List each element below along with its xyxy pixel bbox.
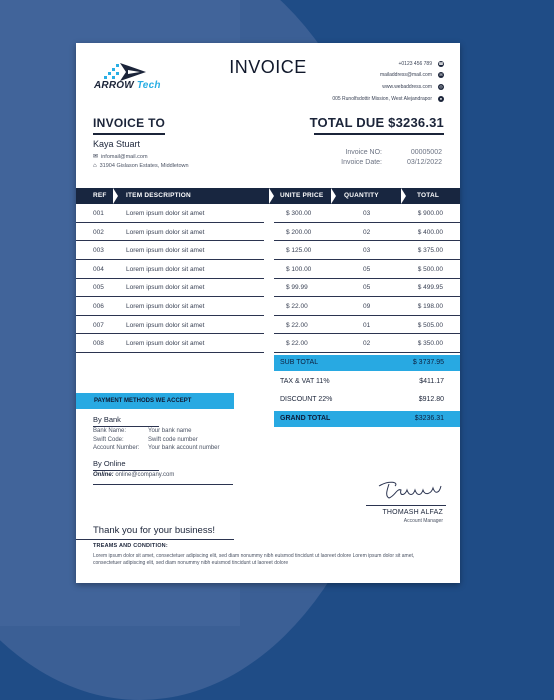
client-email: ✉ infomail@mail.com xyxy=(93,153,148,160)
header-description: ITEM DESCRIPTION xyxy=(126,192,191,199)
cell-ref: 004 xyxy=(93,265,104,273)
cell-ref: 007 xyxy=(93,321,104,329)
swift-code-row: Swift Code: Swift code number xyxy=(93,436,198,443)
table-row xyxy=(76,241,460,260)
header-total: TOTAL xyxy=(417,192,440,199)
table-row xyxy=(76,316,460,335)
cell-desc: Lorem ipsum dolor sit amet xyxy=(126,284,205,292)
table-row xyxy=(76,297,460,316)
signer-role: Account Manager xyxy=(403,518,443,524)
cell-price: $ 200.00 xyxy=(286,228,312,236)
cell-price: $ 22.00 xyxy=(286,321,308,329)
contact-website: www.webaddress.com ◎ xyxy=(382,84,443,91)
cell-qty: 03 xyxy=(363,247,371,255)
total-due-heading: TOTAL DUE $3236.31 xyxy=(309,115,444,130)
location-icon: ● xyxy=(439,95,443,101)
cell-total: $ 505.00 xyxy=(417,321,443,329)
cell-ref: 008 xyxy=(93,340,104,348)
cell-desc: Lorem ipsum dolor sit amet xyxy=(126,321,205,329)
cell-price: $ 300.00 xyxy=(286,210,312,217)
table-row xyxy=(76,278,460,297)
contact-list xyxy=(332,58,444,105)
divider xyxy=(93,133,165,135)
cell-price: $ 100.00 xyxy=(286,265,312,273)
thank-you-message: Thank you for your business! xyxy=(93,525,215,536)
cell-price: $ 22.00 xyxy=(286,303,308,310)
cell-ref: 003 xyxy=(93,247,104,255)
cell-price: $ 22.00 xyxy=(286,340,308,348)
cell-qty: 02 xyxy=(363,228,371,236)
invoice-to-heading: INVOICE TO xyxy=(93,116,166,130)
contact-phone: +0123 456 789 ☎ xyxy=(398,60,444,67)
row-divider xyxy=(76,352,264,353)
cell-ref: 006 xyxy=(93,303,104,310)
invoice-page xyxy=(76,43,460,583)
cell-qty: 03 xyxy=(363,210,371,217)
cell-total: $ 198.00 xyxy=(417,303,443,310)
invoice-no: 00005002 xyxy=(410,149,442,156)
cell-ref: 001 xyxy=(93,210,104,217)
discount-row: DISCOUNT 22% $912.80 xyxy=(280,396,444,403)
cell-desc: Lorem ipsum dolor sit amet xyxy=(126,303,205,310)
cell-desc: Lorem ipsum dolor sit amet xyxy=(126,265,205,273)
header-ref: REF xyxy=(93,192,107,199)
header-unit-price: UNITE PRICE xyxy=(280,192,324,199)
cell-qty: 05 xyxy=(363,284,371,292)
globe-icon: ◎ xyxy=(439,84,443,90)
account-number-row: Account Number: Your bank account number xyxy=(93,445,220,451)
online-payment: Online: online@company.com xyxy=(93,472,175,478)
divider xyxy=(76,539,234,540)
invoice-date-label: Invoice Date: xyxy=(341,159,382,166)
table-row xyxy=(76,204,460,223)
cell-total: $ 499.95 xyxy=(417,284,443,292)
cell-total: $ 350.00 xyxy=(417,340,443,348)
payment-methods-bar: PAYMENT METHODS WE ACCEPT xyxy=(76,393,234,409)
mail-icon: ✉ xyxy=(93,154,99,160)
bank-details xyxy=(93,428,220,454)
by-online-heading: By Online xyxy=(93,459,126,468)
cell-desc: Lorem ipsum dolor sit amet xyxy=(126,247,205,255)
company-name-part2: Tech xyxy=(136,80,161,91)
signer-name: THOMASH ALFAZ xyxy=(382,509,443,516)
cell-ref: 005 xyxy=(93,284,104,292)
invoice-meta-labels xyxy=(341,149,382,169)
cell-total: $ 900.00 xyxy=(417,210,443,217)
cell-desc: Lorem ipsum dolor sit amet xyxy=(126,340,205,348)
header-separator xyxy=(331,188,336,204)
company-name xyxy=(94,80,161,91)
by-bank-heading: By Bank xyxy=(93,415,121,424)
cell-total: $ 375.00 xyxy=(417,247,443,255)
terms-heading: TREAMS AND CONDITION: xyxy=(93,543,168,549)
invoice-date: 03/12/2022 xyxy=(406,159,442,166)
mail-icon: ✉ xyxy=(439,72,443,78)
signature-icon xyxy=(375,476,445,504)
cell-price: $ 125.00 xyxy=(286,247,312,255)
phone-icon: ☎ xyxy=(438,60,444,66)
divider xyxy=(93,484,233,485)
client-address: ⌂ 31904 Gislason Estates, Middletown xyxy=(93,163,189,169)
cell-qty: 01 xyxy=(363,321,371,329)
header-separator xyxy=(401,188,406,204)
cell-ref: 002 xyxy=(93,228,104,236)
row-divider xyxy=(274,352,460,353)
grand-total-row: GRAND TOTAL $3236.31 xyxy=(274,411,460,427)
table-row xyxy=(76,223,460,242)
document-title: INVOICE xyxy=(229,57,307,77)
signature-line xyxy=(366,505,446,506)
subtotal-row: SUB TOTAL $ 3737.95 xyxy=(274,355,460,371)
tax-row: TAX & VAT 11% $411.17 xyxy=(280,378,444,385)
cell-qty: 09 xyxy=(363,303,371,310)
bank-name-row: Bank Name: Your bank name xyxy=(93,428,192,434)
divider xyxy=(314,133,444,135)
location-icon: ⌂ xyxy=(93,163,97,169)
cell-total: $ 400.00 xyxy=(417,228,443,236)
divider xyxy=(93,470,159,471)
terms-text: Lorem ipsum dolor sit amet, consectetuer adipiscing elit, sed diam nonummy nibh euismod tincidunt ut laoreet dolore Lorem ipsum dolor sit amet, consectetuer adipiscing elit, sed diam nonummy nibh euismod tincidunt ut laoreet dolore xyxy=(93,553,415,566)
invoice-no-label: Invoice NO: xyxy=(345,149,382,156)
client-name: Kaya Stuart xyxy=(93,139,141,149)
header-separator xyxy=(113,188,118,204)
contact-address: 005 Runolfsdottir Mission, West Alejandrapor ● xyxy=(332,95,443,102)
cell-desc: Lorem ipsum dolor sit amet xyxy=(126,228,205,236)
header-quantity: QUANTITY xyxy=(344,192,379,199)
cell-price: $ 99.99 xyxy=(286,284,308,292)
cell-desc: Lorem ipsum dolor sit amet xyxy=(126,210,205,217)
company-name-part1: ARROW xyxy=(94,80,134,91)
divider xyxy=(93,426,159,427)
header-separator xyxy=(269,188,274,204)
invoice-meta-values xyxy=(407,149,442,169)
table-row xyxy=(76,260,460,279)
cell-qty: 05 xyxy=(363,265,371,273)
cell-total: $ 500.00 xyxy=(417,265,443,273)
table-row xyxy=(76,334,460,353)
cell-qty: 02 xyxy=(363,340,371,348)
contact-email: mailaddress@mail.com ✉ xyxy=(379,72,443,79)
